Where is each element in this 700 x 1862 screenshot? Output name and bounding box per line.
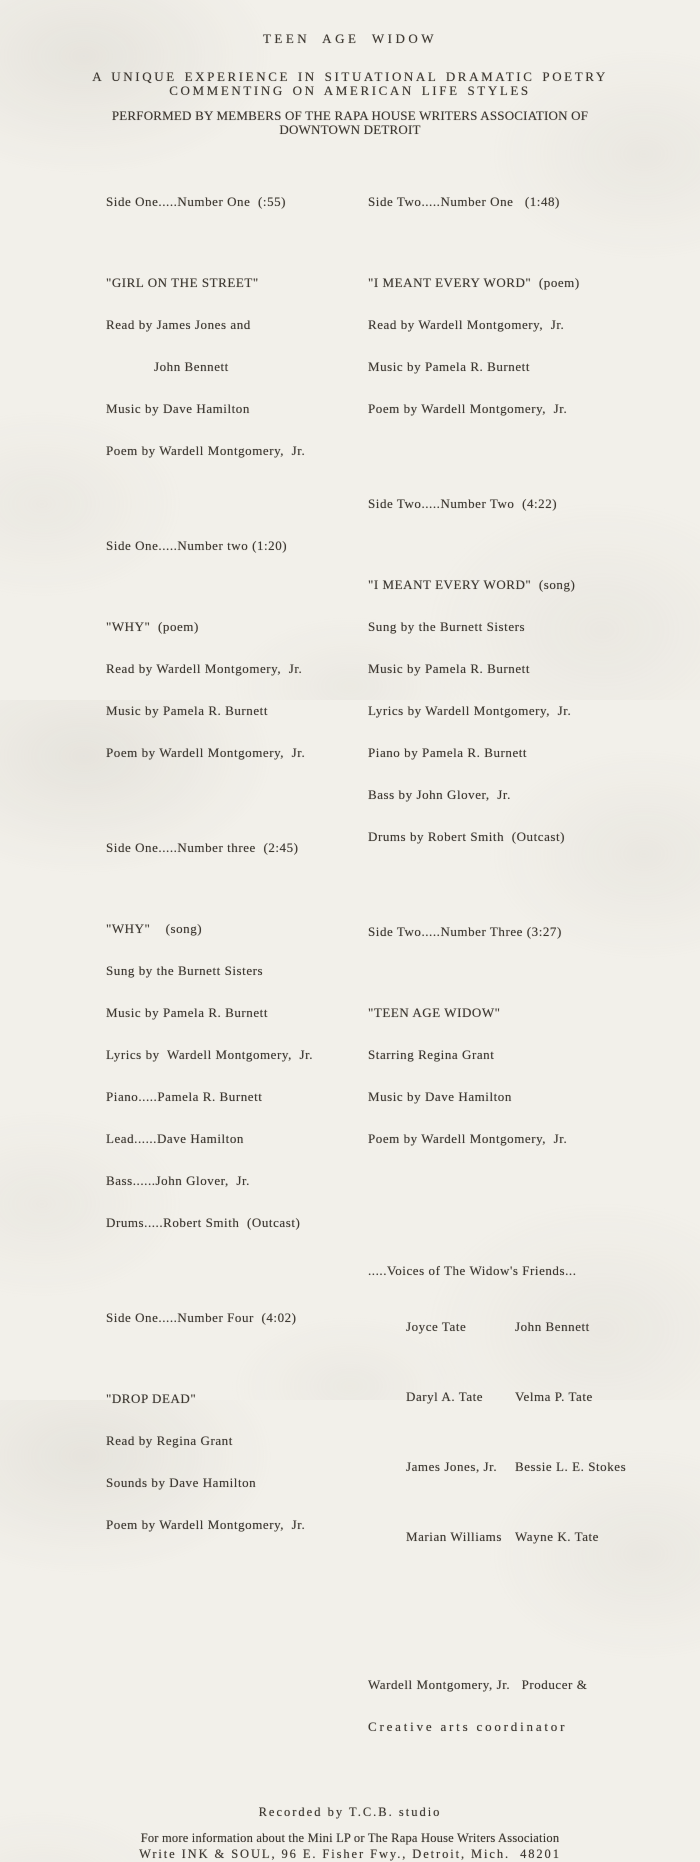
track-title: "GIRL ON THE STREET" <box>106 275 259 290</box>
contact-info-line-2: Write INK & SOUL, 96 E. Fisher Fwy., Detroit, Mich. 48201 <box>139 1847 561 1861</box>
credit-line: Starring Regina Grant <box>368 1047 495 1062</box>
producer-line-2: Creative arts coordinator <box>368 1719 568 1734</box>
voice-row <box>368 1306 688 1348</box>
track-heading: Side One.....Number One (:55) <box>106 194 287 209</box>
subtitle-line-1: A UNIQUE EXPERIENCE IN SITUATIONAL DRAMATIC POETRY <box>92 69 608 84</box>
voice-name: John Bennett <box>515 1319 590 1334</box>
track-i-meant-every-word-song <box>368 550 688 872</box>
track-heading: Side One.....Number Four (4:02) <box>106 1310 297 1325</box>
voice-row <box>368 1516 688 1558</box>
header <box>0 31 700 137</box>
track-heading: Side One.....Number two (1:20) <box>106 538 288 553</box>
credit-line: Read by James Jones and <box>106 317 251 332</box>
credit-line: Sung by the Burnett Sisters <box>368 619 526 634</box>
track-title: "I MEANT EVERY WORD" (song) <box>368 577 576 592</box>
credit-line: Poem by Wardell Montgomery, Jr. <box>106 745 306 760</box>
credit-line: John Bennett <box>154 359 229 374</box>
credit-line: Music by Pamela R. Burnett <box>368 359 530 374</box>
album-title: TEEN AGE WIDOW <box>262 31 438 46</box>
track-girl-on-the-street <box>106 248 368 486</box>
credit-line: Poem by Wardell Montgomery, Jr. <box>106 1517 306 1532</box>
track-title: "WHY" (poem) <box>106 619 199 634</box>
voice-name: Wayne K. Tate <box>515 1529 600 1544</box>
track-heading: Side Two.....Number Two (4:22) <box>368 496 558 511</box>
credit-line: Music by Dave Hamilton <box>368 1089 512 1104</box>
credit-line: Sounds by Dave Hamilton <box>106 1475 257 1490</box>
track-title: "DROP DEAD" <box>106 1391 197 1406</box>
producer-credit <box>368 1650 688 1762</box>
credit-line: Drums by Robert Smith (Outcast) <box>368 829 566 844</box>
credit-line: Bass......John Glover, Jr. <box>106 1173 250 1188</box>
credit-line: Music by Pamela R. Burnett <box>106 1005 268 1020</box>
voice-row <box>368 1446 688 1488</box>
side-two-column <box>368 167 688 1790</box>
voices-of-the-widows-friends <box>368 1236 688 1586</box>
credit-line: Piano by Pamela R. Burnett <box>368 745 528 760</box>
credit-line: Poem by Wardell Montgomery, Jr. <box>106 443 306 458</box>
voices-heading: .....Voices of The Widow's Friends... <box>368 1263 577 1278</box>
track-heading: Side One.....Number three (2:45) <box>106 840 299 855</box>
credit-line: Drums.....Robert Smith (Outcast) <box>106 1215 301 1230</box>
credit-line: Music by Pamela R. Burnett <box>106 703 268 718</box>
footer <box>0 1805 700 1862</box>
credit-line: Read by Regina Grant <box>106 1433 233 1448</box>
credit-line: Music by Pamela R. Burnett <box>368 661 530 676</box>
producer-line-1: Wardell Montgomery, Jr. Producer & <box>368 1677 588 1692</box>
credit-line: Read by Wardell Montgomery, Jr. <box>368 317 565 332</box>
voice-name: Velma P. Tate <box>515 1389 593 1404</box>
track-heading: Side Two.....Number One (1:48) <box>368 194 560 209</box>
credit-line: Lead......Dave Hamilton <box>106 1131 244 1146</box>
track-i-meant-every-word-poem <box>368 248 688 444</box>
track-why-poem <box>106 592 368 788</box>
performed-line-1: PERFORMED BY MEMBERS OF THE RAPA HOUSE WRITERS ASSOCIATION OF <box>111 108 589 123</box>
voice-name: James Jones, Jr. <box>406 1459 498 1474</box>
track-heading: Side Two.....Number Three (3:27) <box>368 924 562 939</box>
voice-name: Bessie L. E. Stokes <box>515 1459 627 1474</box>
voice-name: Daryl A. Tate <box>406 1389 484 1404</box>
track-teen-age-widow <box>368 978 688 1174</box>
credit-line: Poem by Wardell Montgomery, Jr. <box>368 401 568 416</box>
contact-info-line-1: For more information about the Mini LP or The Rapa House Writers Association <box>140 1831 560 1845</box>
track-drop-dead <box>106 1364 368 1560</box>
performed-line-2: DOWNTOWN DETROIT <box>279 122 421 137</box>
voice-name: Joyce Tate <box>406 1319 467 1334</box>
credit-line: Lyrics by Wardell Montgomery, Jr. <box>106 1047 314 1062</box>
recorded-by-line: Recorded by T.C.B. studio <box>258 1805 442 1819</box>
subtitle-line-2: COMMENTING ON AMERICAN LIFE STYLES <box>169 83 531 98</box>
credit-line: Music by Dave Hamilton <box>106 401 250 416</box>
track-why-song <box>106 894 368 1258</box>
track-title: "TEEN AGE WIDOW" <box>368 1005 501 1020</box>
credit-line: Piano.....Pamela R. Burnett <box>106 1089 263 1104</box>
credit-line: Lyrics by Wardell Montgomery, Jr. <box>368 703 572 718</box>
track-title: "I MEANT EVERY WORD" (poem) <box>368 275 580 290</box>
credit-line: Bass by John Glover, Jr. <box>368 787 511 802</box>
voice-row <box>368 1376 688 1418</box>
side-one-column <box>106 167 368 1790</box>
track-title: "WHY" (song) <box>106 921 203 936</box>
tracklist-columns <box>106 167 700 1790</box>
credit-line: Sung by the Burnett Sisters <box>106 963 264 978</box>
credit-line: Poem by Wardell Montgomery, Jr. <box>368 1131 568 1146</box>
voice-name: Marian Williams <box>406 1529 502 1544</box>
credit-line: Read by Wardell Montgomery, Jr. <box>106 661 303 676</box>
